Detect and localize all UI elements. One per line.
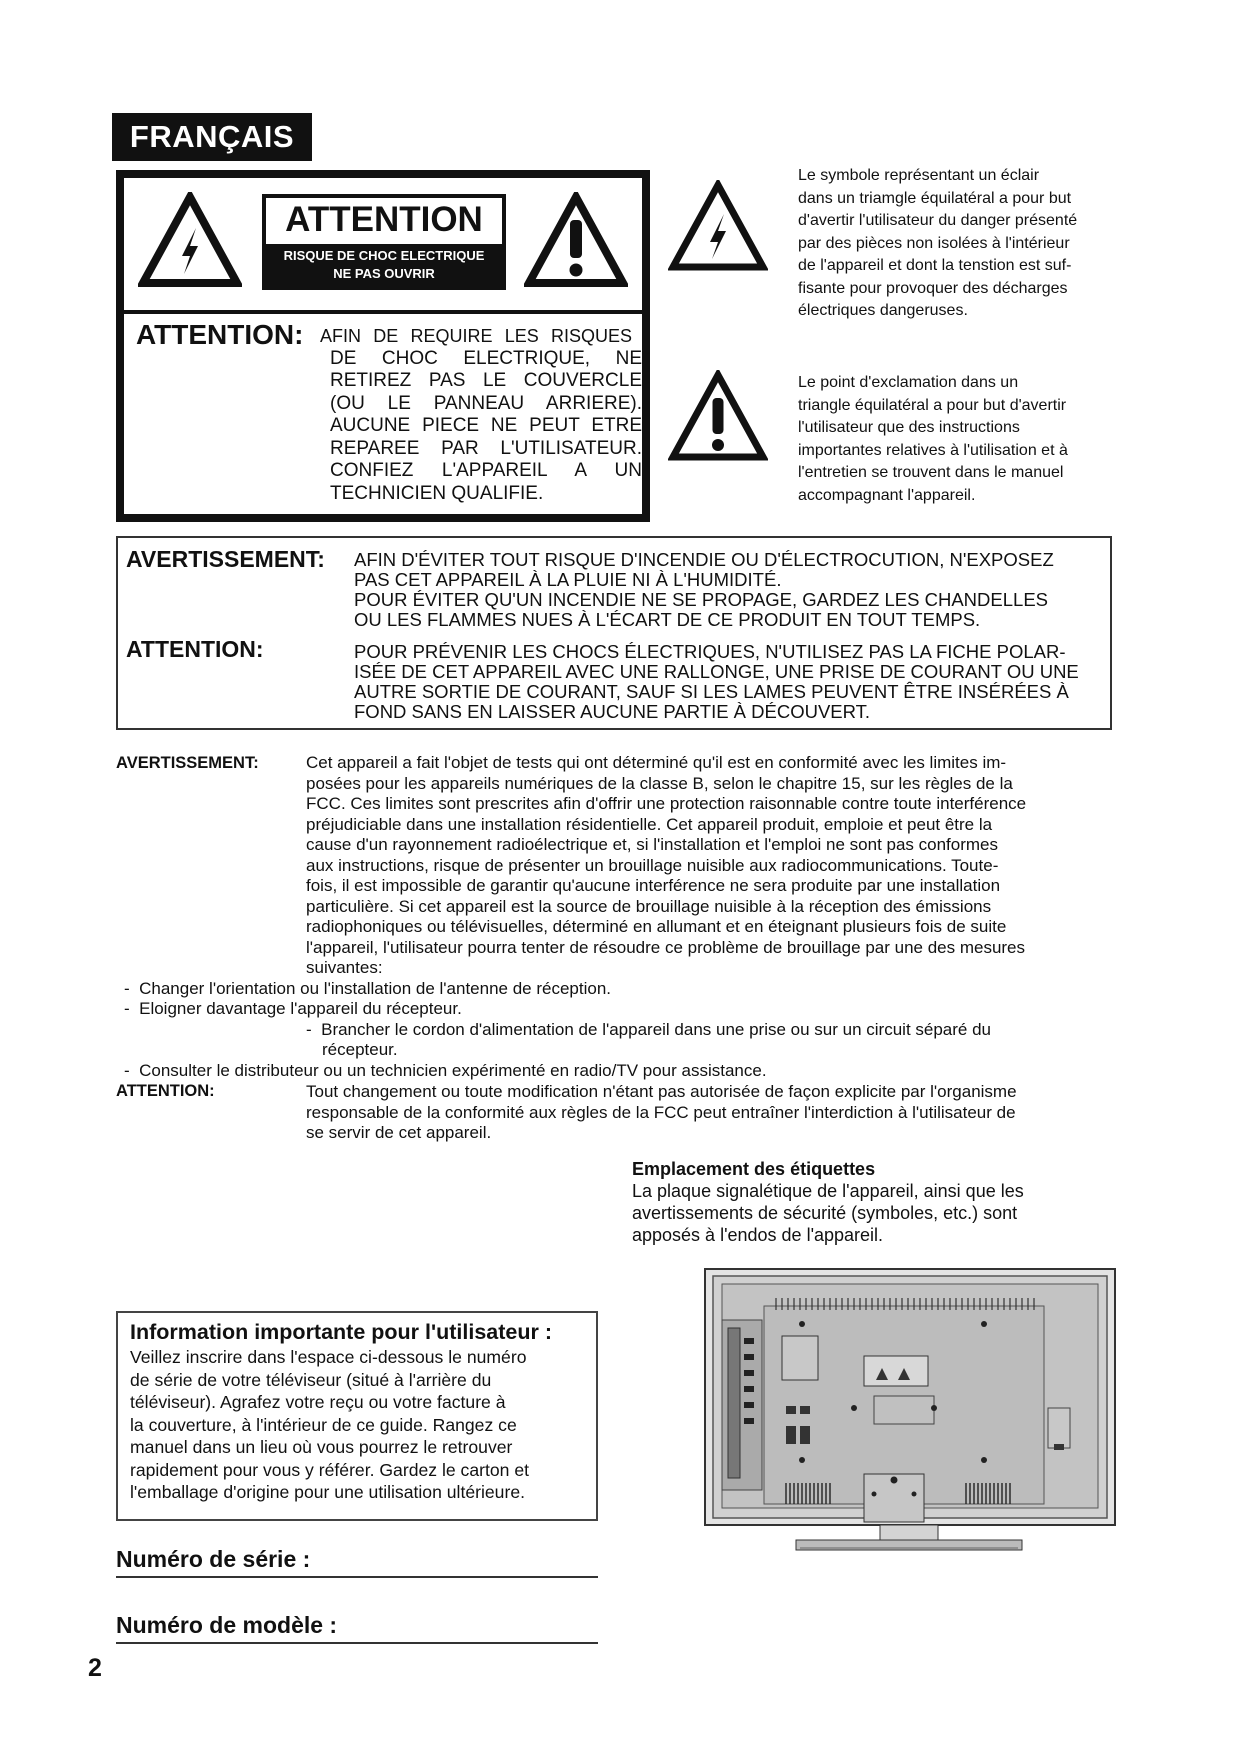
text-line: rapidement pour vous y référer. Gardez le carton et: [130, 1459, 529, 1480]
text-line: Veillez inscrire dans l'espace ci-dessous le numéro: [130, 1347, 527, 1367]
text-line: POUR PRÉVENIR LES CHOCS ÉLECTRIQUES, N'UTILISEZ PAS LA FICHE POLAR-: [354, 641, 1066, 662]
text-line: AUTRE SORTIE DE COURANT, SAUF SI LES LAMES PEUVENT ÊTRE INSÉRÉES À: [354, 681, 1069, 702]
text-line: l'entretien se trouvent dans le manuel: [798, 464, 1064, 481]
lightning-symbol-description: [798, 165, 1103, 323]
labels-location-section: [632, 1158, 1112, 1246]
fcc-warning-text: [306, 753, 1126, 979]
caution-line: CONFIEZ L'APPAREIL A UN: [330, 460, 642, 481]
text-line: la couverture, à l'intérieur de ce guide. Rangez ce: [130, 1414, 517, 1435]
fcc-warning-key: AVERTISSEMENT:: [116, 754, 259, 772]
caution-line: (OU LE PANNEAU ARRIERE).: [330, 392, 642, 414]
text-line: FCC. Ces limites sont prescrites afin d'offrir une protection raisonnable contre toute interférence: [306, 794, 1027, 813]
text-line: PAS CET APPAREIL À LA PLUIE NI À L'HUMIDITÉ.: [354, 569, 782, 590]
warning-key: AVERTISSEMENT:: [126, 546, 325, 572]
text-line: de l'appareil et dont la tenstion est suf-: [798, 257, 1072, 274]
text-line: suivantes:: [306, 958, 383, 977]
text-line: apposés à l'endos de l'appareil.: [632, 1225, 884, 1245]
model-number-label: Numéro de modèle :: [116, 1612, 338, 1638]
text-line: POUR ÉVITER QU'UN INCENDIE NE SE PROPAGE, GARDEZ LES CHANDELLES: [354, 589, 1049, 610]
text-line: triangle équilatéral a pour but d'avertir: [798, 396, 1067, 414]
caution-line: REPAREE PAR L'UTILISATEUR.: [330, 437, 642, 459]
text-line: Le symbole représentant un éclair: [798, 167, 1040, 184]
text-line: préjudiciable dans une installation résidentielle. Cet appareil produit, emploie et peut être la: [306, 814, 993, 834]
text-line: par des pièces non isolées à l'intérieur: [798, 234, 1070, 252]
tv-rear-illustration: [704, 1268, 1116, 1568]
fcc-attention-text: [306, 1082, 1126, 1144]
caution-line: DE CHOC ELECTRIQUE, NE: [330, 347, 642, 369]
text-line: cause d'un rayonnement radioélectrique et, si l'installation et l'emploi ne sont pas conformes: [306, 835, 999, 854]
text-line: l'emballage d'origine pour une utilisation ultérieure.: [130, 1482, 526, 1502]
text-line: La plaque signalétique de l'appareil, ainsi que les: [632, 1181, 1024, 1201]
text-line: fois, il est impossible de garantir qu'aucune interférence ne sera produite par une installation: [306, 876, 1001, 895]
text-line: radiophoniques ou télévisuelles, déterminé en allumant et en éteignant plusieurs fois de suite: [306, 917, 1007, 936]
caution-label-subtitle: [266, 244, 502, 286]
caution-title: ATTENTION:: [136, 319, 304, 350]
text-line: dans un triamgle équilatéral a pour but: [798, 189, 1072, 207]
caution-subtitle-line2: NE PAS OUVRIR: [333, 266, 435, 281]
serial-number-line: [116, 1576, 598, 1578]
text-line: aux instructions, risque de présenter un brouillage nuisible aux radiocommunications. Toute-: [306, 855, 999, 875]
text-line: l'utilisateur que des instructions: [798, 419, 1020, 436]
text-line: d'avertir l'utilisateur du danger présenté: [798, 212, 1078, 229]
caution-divider: [124, 310, 642, 314]
caution-label: [262, 194, 506, 290]
caution-line: RETIREZ PAS LE COUVERCLE: [330, 370, 642, 391]
text-line: Tout changement ou toute modification n'étant pas autorisée de façon explicite par l'organisme: [306, 1082, 1017, 1101]
text-line: OU LES FLAMMES NUES À L'ÉCART DE CE PRODUIT EN TOUT TEMPS.: [354, 609, 981, 630]
fcc-bullet: - Changer l'orientation ou l'installation de l'antenne de réception.: [124, 979, 611, 998]
fcc-attention-key: ATTENTION:: [116, 1082, 215, 1100]
user-info-content: [130, 1318, 592, 1504]
caution-line: AUCUNE PIECE NE PEUT ETRE: [330, 415, 642, 436]
text-line: posées pour les appareils numériques de la classe B, selon le chapitre 15, sur les règles de la: [306, 773, 1013, 793]
caution-label-title: ATTENTION: [285, 200, 483, 239]
caution-line: TECHNICIEN QUALIFIE.: [330, 482, 544, 504]
text-line: importantes relatives à l'utilisation et à: [798, 441, 1068, 459]
text-line: ISÉE DE CET APPAREIL AVEC UNE RALLONGE, UNE PRISE DE COURANT OU UNE: [354, 661, 1079, 682]
lightning-triangle-icon: [138, 192, 242, 288]
exclamation-triangle-icon: [524, 192, 628, 288]
caution-line: AFIN DE REQUIRE LES RISQUES: [320, 326, 632, 346]
text-line: FOND SANS EN LAISSER AUCUNE PARTIE À DÉCOUVERT.: [354, 701, 871, 722]
text-line: AFIN D'ÉVITER TOUT RISQUE D'INCENDIE OU D'ÉLECTROCUTION, N'EXPOSEZ: [354, 549, 1054, 570]
user-info-title: Information importante pour l'utilisateur :: [130, 1320, 552, 1344]
fcc-bullet: - Eloigner davantage l'appareil du récepteur.: [124, 999, 462, 1018]
text-line: Le point d'exclamation dans un: [798, 374, 1019, 391]
warning-text: [354, 550, 1108, 630]
labels-location-title: Emplacement des étiquettes: [632, 1159, 876, 1179]
text-line: fisante pour provoquer des décharges: [798, 279, 1068, 297]
text-line: se servir de cet appareil.: [306, 1123, 492, 1142]
text-line: l'appareil, l'utilisateur pourra tenter de résoudre ce problème de brouillage par une des mesures: [306, 937, 1026, 957]
fcc-bullet-cont: récepteur.: [322, 1040, 398, 1059]
page-number: 2: [88, 1654, 102, 1682]
fcc-bullet: - Brancher le cordon d'alimentation de l'appareil dans une prise ou sur un circuit séparé du: [306, 1020, 991, 1039]
fcc-bullet: - Consulter le distributeur ou un technicien expérimenté en radio/TV pour assistance.: [124, 1061, 767, 1080]
attention-key: ATTENTION:: [126, 636, 264, 662]
text-line: responsable de la conformité aux règles de la FCC peut entraîner l'interdiction à l'utilisateur de: [306, 1102, 1016, 1122]
lightning-triangle-icon: [668, 180, 768, 272]
text-line: manuel dans un lieu où vous pourrez le retrouver: [130, 1437, 513, 1457]
language-tab: FRANÇAIS: [112, 113, 312, 161]
text-line: particulière. Si cet appareil est la source de brouillage nuisible à la réception des émissions: [306, 896, 992, 916]
exclamation-symbol-description: [798, 372, 1103, 507]
attention-text: [354, 642, 1108, 722]
text-line: de série de votre téléviseur (situé à l'arrière du: [130, 1369, 492, 1390]
text-line: accompagnant l'appareil.: [798, 486, 976, 504]
caution-subtitle-line1: RISQUE DE CHOC ELECTRIQUE: [283, 248, 485, 263]
exclamation-triangle-icon: [668, 370, 768, 462]
text-line: avertissements de sécurité (symboles, etc.) sont: [632, 1203, 1018, 1223]
text-line: Cet appareil a fait l'objet de tests qui ont déterminé qu'il est en conformité avec les limites im-: [306, 753, 1007, 772]
text-line: électriques dangeruses.: [798, 302, 968, 319]
text-line: téléviseur). Agrafez votre reçu ou votre facture à: [130, 1392, 506, 1412]
serial-number-label: Numéro de série :: [116, 1546, 311, 1572]
caution-text: [320, 325, 642, 505]
model-number-line: [116, 1642, 598, 1644]
